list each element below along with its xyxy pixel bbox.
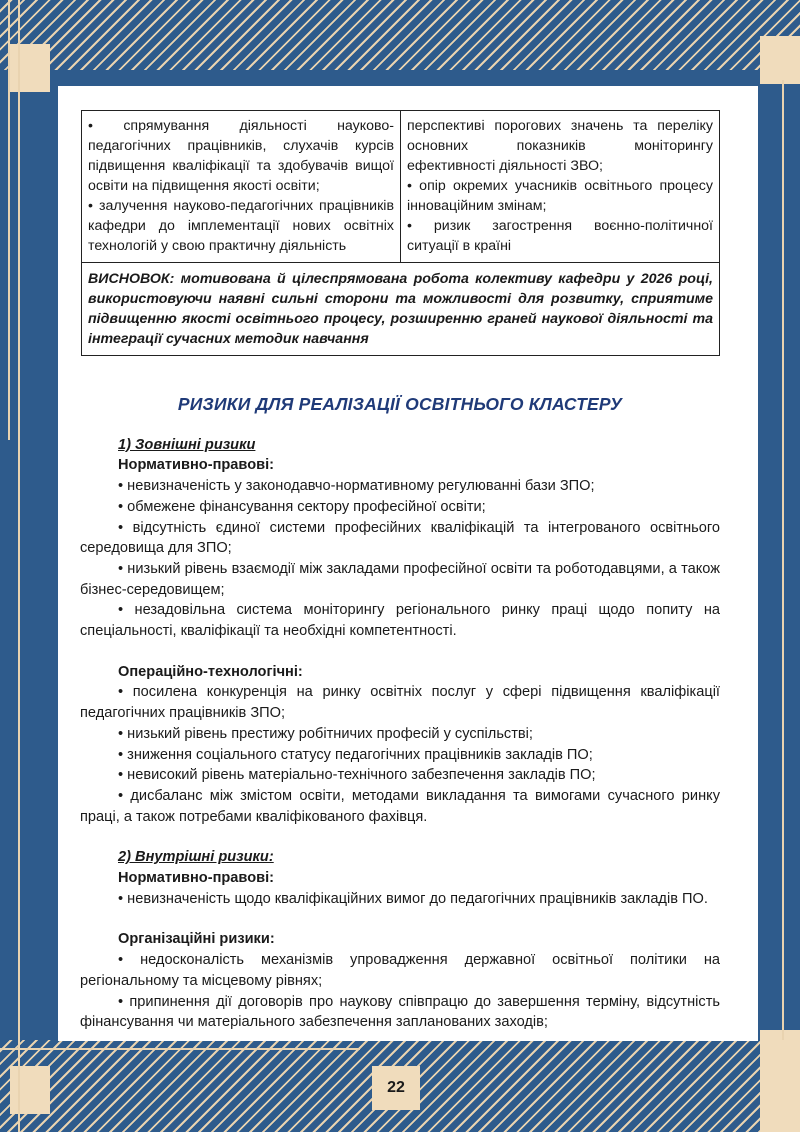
frame-line bbox=[18, 0, 20, 1132]
list-item: перспективі порогових значень та переліку основних показників моніторингу ефективності діяльності ЗВО; bbox=[407, 118, 713, 174]
list-item: • обмежене фінансування сектору професійної освіти; bbox=[118, 498, 486, 515]
table-cell-right bbox=[401, 111, 720, 263]
list-item: • недосконалість механізмів упровадження державної освітньої політики на регіональному та місцевому рівнях; bbox=[80, 952, 720, 989]
corner-block-top-left bbox=[10, 44, 50, 92]
list-item: • низький рівень взаємодії між закладами професійної освіти та роботодавцями, а також бізнес-середовищем; bbox=[80, 560, 720, 598]
list-item: • зниження соціального статусу педагогічних працівників закладів ПО; bbox=[118, 746, 593, 763]
internal-organizational-title: Організаційні ризики: bbox=[118, 931, 275, 948]
section-title: РИЗИКИ ДЛЯ РЕАЛІЗАЦІЇ ОСВІТНЬОГО КЛАСТЕРУ bbox=[177, 394, 623, 414]
internal-regulatory-title: Нормативно-правові: bbox=[118, 870, 274, 887]
list-item: • посилена конкуренція на ринку освітніх послуг у сфері підвищення кваліфікації педагогічних працівників ЗПО; bbox=[80, 684, 720, 722]
list-item: • дисбаланс між змістом освіти, методами викладання та вимогами сучасного ринку праці, а також потребами кваліфікованого фахівця. bbox=[80, 787, 720, 825]
external-regulatory-title: Нормативно-правові: bbox=[118, 457, 274, 474]
corner-block-top-right bbox=[760, 36, 800, 84]
frame-line bbox=[8, 0, 10, 440]
table-row bbox=[82, 263, 720, 356]
list-item: • відсутність єдиної системи професійних кваліфікацій та інтегрованого освітнього середовища для ЗПО; bbox=[80, 519, 720, 557]
frame-line bbox=[0, 1048, 360, 1050]
table-row bbox=[82, 111, 720, 263]
corner-block-bottom-left bbox=[10, 1066, 50, 1114]
list-item: • ризик загострення воєнно-політичної ситуації в країні bbox=[407, 218, 713, 254]
frame-line bbox=[782, 80, 784, 1040]
conclusion-text: ВИСНОВОК: мотивована й цілеспрямована робота колективу кафедри у 2026 році, використовуючи наявні сильні сторони та можливості для розвитку, сприятиме підвищенню якості освітнього процесу, розширенню граней наукової діяльності та інтеграції сучасних методик навчання bbox=[82, 263, 720, 356]
internal-risks-title: 2) Внутрішні ризики: bbox=[118, 849, 274, 866]
list-item: • опір окремих учасників освітнього процесу інноваційним змінам; bbox=[407, 178, 713, 214]
swot-table bbox=[81, 110, 720, 356]
top-stripe-decoration bbox=[0, 0, 800, 70]
list-item: • незадовільна система моніторингу регіонального ринку праці щодо попиту на спеціальності, кваліфікації та необхідні компетентності. bbox=[80, 602, 720, 640]
list-item: • низький рівень престижу робітничих професій у суспільстві; bbox=[118, 725, 533, 742]
risks-section bbox=[80, 394, 720, 1033]
list-item: • припинення дії договорів про наукову співпрацю до завершення терміну, відсутність фінансування чи матеріального забезпечення запланованих заходів; bbox=[80, 993, 720, 1031]
external-operational-title: Операційно-технологічні: bbox=[118, 663, 303, 680]
corner-block-bottom-right bbox=[760, 1030, 800, 1132]
list-item: • невизначеність у законодавчо-нормативному регулюванні бази ЗПО; bbox=[118, 478, 595, 495]
list-item: • спрямування діяльності науково-педагогічних працівників, слухачів курсів підвищення кваліфікації та здобувачів вищої освіти на підвищення якості освіти; bbox=[88, 118, 394, 194]
external-risks-title: 1) Зовнішні ризики bbox=[118, 436, 256, 453]
table-cell-left bbox=[82, 111, 401, 263]
list-item: • невисокий рівень матеріально-технічного забезпечення закладів ПО; bbox=[118, 767, 596, 784]
list-item: • залучення науково-педагогічних працівників кафедри до імплементації нових освітніх технологій у свою практичну діяльність bbox=[88, 198, 394, 254]
list-item: • невизначеність щодо кваліфікаційних вимог до педагогічних працівників закладів ПО. bbox=[118, 890, 708, 907]
page-number: 22 bbox=[372, 1066, 420, 1110]
